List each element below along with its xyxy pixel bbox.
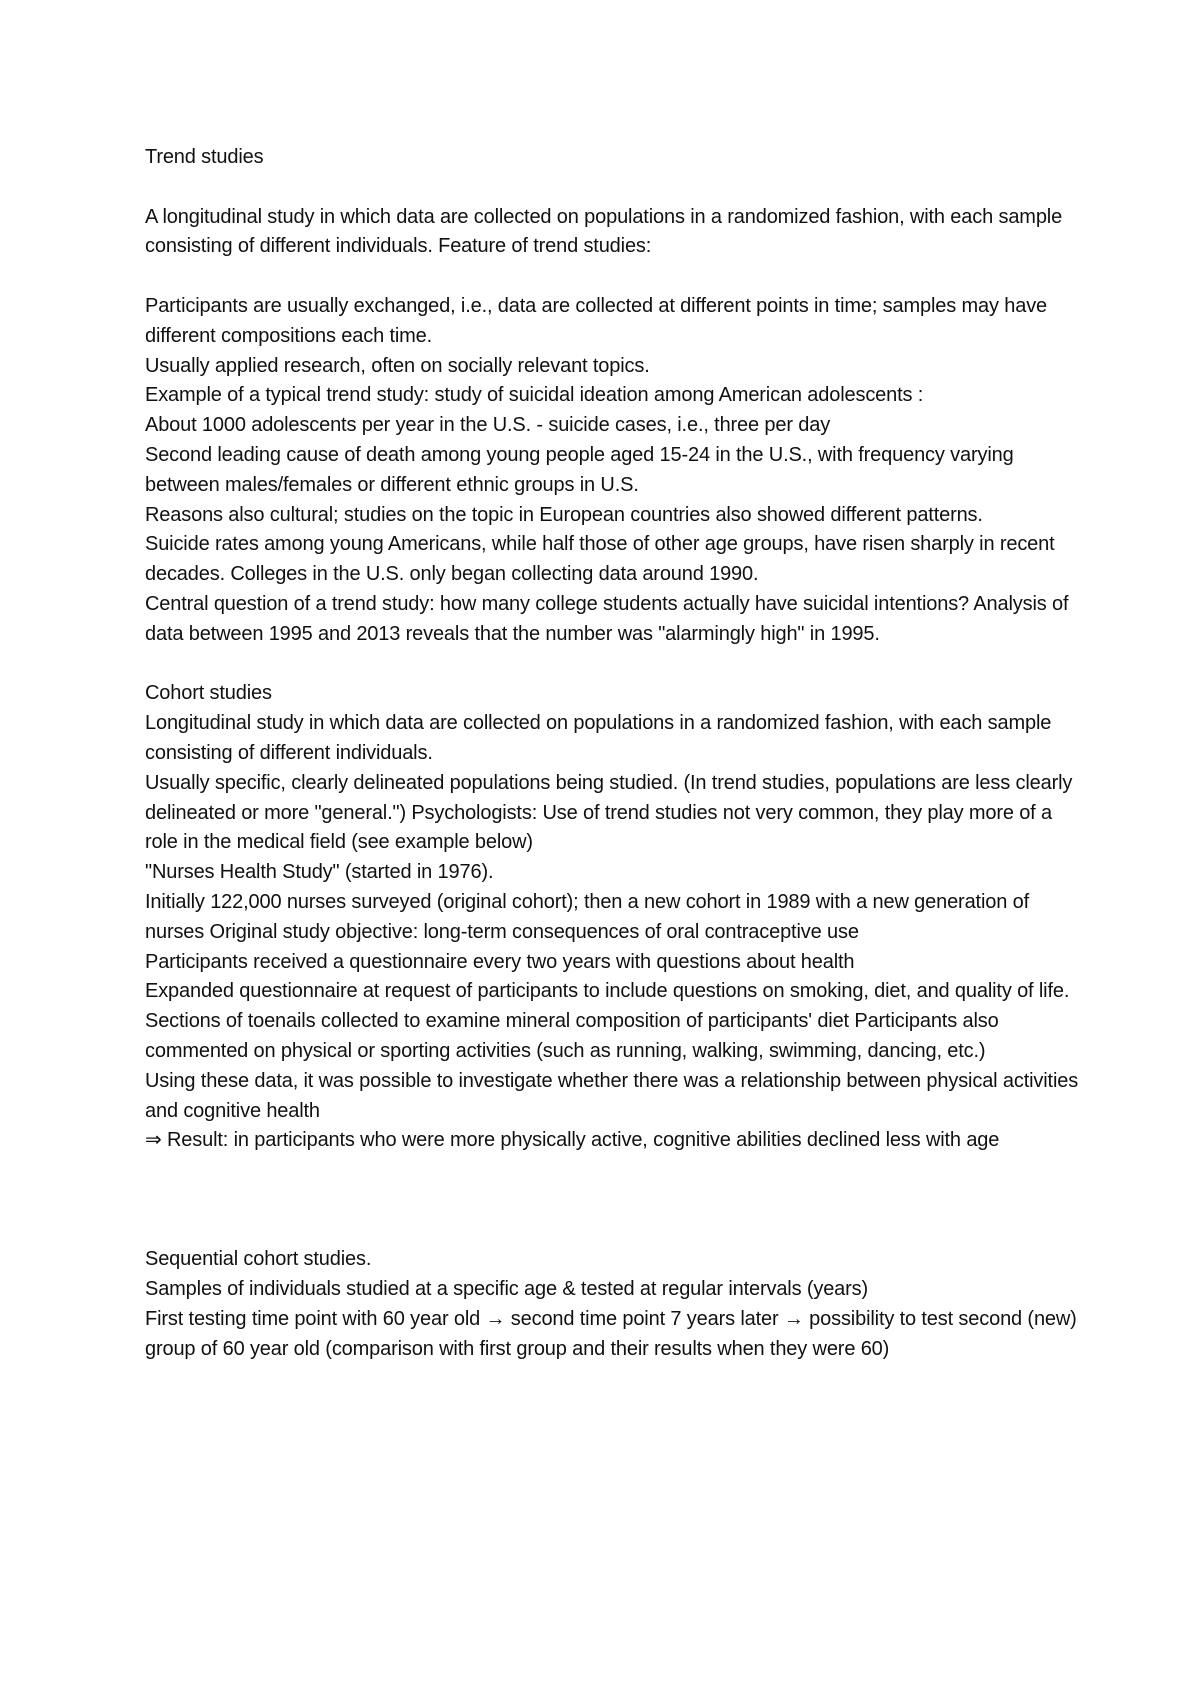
trend-line: About 1000 adolescents per year in the U.S. - suicide cases, i.e., three per day [145, 414, 831, 437]
trend-line: Usually applied research, often on socially relevant topics. [145, 354, 650, 377]
cohort-line: ⇒ Result: in participants who were more physically active, cognitive abilities declined less with age [145, 1129, 1000, 1152]
cohort-line: Longitudinal study in which data are collected on populations in a randomized fashion, with each sample consisting of different individuals. [145, 712, 1052, 764]
spacer [145, 1156, 1085, 1245]
cohort-line: Participants received a questionnaire every two years with questions about health [145, 950, 855, 973]
cohort-line: Initially 122,000 nurses surveyed (original cohort); then a new cohort in 1989 with a new generation of nurses Original study objective: long-term consequences of oral contraceptive use [145, 890, 1029, 943]
spacer [145, 173, 1085, 203]
cohort-line: Usually specific, clearly delineated populations being studied. (In trend studies, populations are less clearly delineated or more "general.") Psychologists: Use of trend studies not very common, they play more of a role in the medical field (see example below) [145, 771, 1073, 854]
spacer [145, 650, 1085, 680]
trend-line: Example of a typical trend study: study of suicidal ideation among American adolescents : [145, 384, 924, 407]
section-heading-cohort: Cohort studies [145, 682, 272, 705]
trend-line: Reasons also cultural; studies on the topic in European countries also showed different patterns. [145, 503, 983, 526]
document-body [145, 143, 1085, 1365]
trend-line: Second leading cause of death among young people aged 15-24 in the U.S., with frequency varying between males/females or different ethnic groups in U.S. [145, 443, 1014, 496]
cohort-line: Using these data, it was possible to investigate whether there was a relationship between physical activities and cognitive health [145, 1069, 1079, 1122]
sequential-line: Samples of individuals studied at a specific age & tested at regular intervals (years) [145, 1278, 869, 1301]
trend-intro: A longitudinal study in which data are collected on populations in a randomized fashion, with each sample consisting of different individuals. Feature of trend studies: [145, 205, 1063, 258]
sequential-line: First testing time point with 60 year old → second time point 7 years later → possibility to test second (new) group of 60 year old (comparison with first group and their results when they were 60) [145, 1308, 1077, 1360]
cohort-line: "Nurses Health Study" (started in 1976). [145, 861, 494, 884]
spacer [145, 262, 1085, 292]
cohort-line: Expanded questionnaire at request of participants to include questions on smoking, diet, and quality of life. Sections of toenails collected to examine mineral composition of participants' diet Participants also commented on physical or sporting activities (such as running, walking, swimming, dancing, etc.) [145, 980, 1070, 1062]
trend-line: Central question of a trend study: how many college students actually have suicidal intentions? Analysis of data between 1995 and 2013 reveals that the number was "alarmingly high" in 1995. [145, 592, 1069, 645]
section-heading-sequential: Sequential cohort studies. [145, 1248, 372, 1271]
section-heading-trend: Trend studies [145, 146, 264, 168]
trend-line: Participants are usually exchanged, i.e., data are collected at different points in time; samples may have different compositions each time. [145, 294, 1048, 347]
trend-line: Suicide rates among young Americans, while half those of other age groups, have risen sharply in recent decades. Colleges in the U.S. only began collecting data around 1990. [145, 533, 1055, 586]
